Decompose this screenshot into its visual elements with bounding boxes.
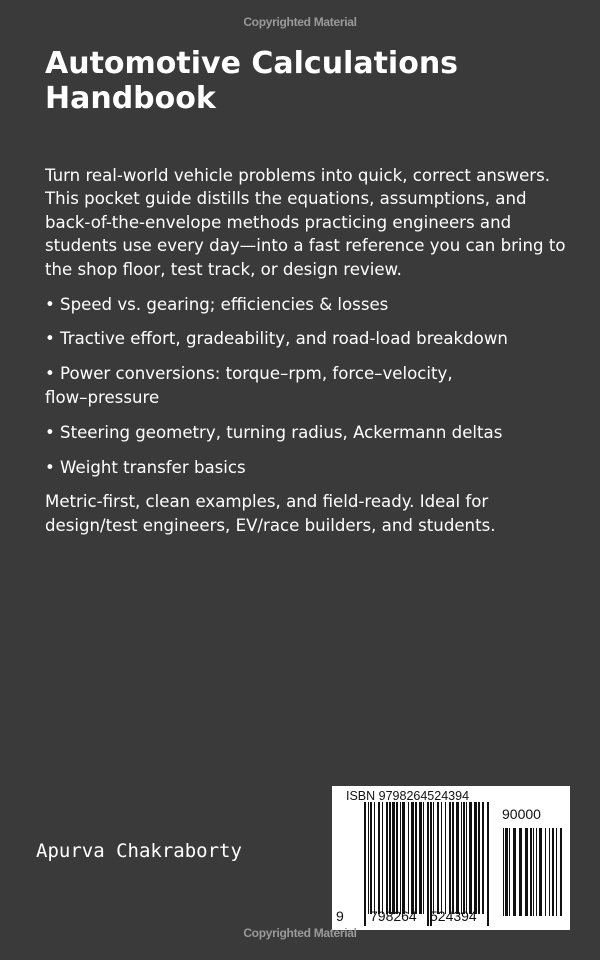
barcode-bar	[552, 828, 554, 916]
barcode-bar	[560, 828, 562, 916]
barcode-bar	[392, 802, 395, 914]
intro-paragraph: Turn real-world vehicle problems into quick, correct answers. This pocket guide distills the equations, assumptions, and back-of-the-envelope methods practicing engineers and students use every day—into a fast reference you can bring to the shop floor, test track, or design review.	[45, 166, 566, 279]
copyright-watermark-top: Copyrighted Material	[243, 15, 357, 29]
barcode-bar	[368, 802, 369, 914]
barcode-bar	[505, 828, 508, 916]
closing-paragraph: Metric-first, clean examples, and field-ready. Ideal for design/test engineers, EV/race builders, and students.	[45, 492, 496, 535]
description	[45, 164, 575, 549]
barcode-digit-first: 9	[336, 908, 344, 924]
isbn-label: ISBN 9798264524394	[346, 789, 470, 803]
barcode-bar	[539, 828, 542, 916]
barcode-bar	[441, 802, 442, 914]
barcode-bar	[509, 828, 510, 916]
barcode-bar	[411, 802, 414, 914]
author-name: Apurva Chakraborty	[36, 840, 242, 862]
bullet-item: • Steering geometry, turning radius, Ackermann deltas	[45, 422, 503, 442]
barcode-bar	[452, 802, 454, 914]
barcode-bar	[415, 802, 417, 914]
barcode-bar	[386, 802, 388, 914]
barcode-bar	[396, 802, 398, 914]
barcode-bar	[463, 802, 465, 914]
barcode-bar	[400, 802, 401, 914]
barcode-bar	[525, 828, 528, 916]
barcode-bar	[437, 802, 439, 914]
barcode-bar	[533, 828, 534, 916]
barcode-bar	[549, 828, 550, 916]
barcode-bar	[370, 802, 372, 914]
bullet-item: • Weight transfer basics	[45, 457, 246, 477]
barcode-bar	[461, 802, 462, 914]
barcode-bar	[556, 828, 557, 916]
barcode-bar	[456, 802, 459, 914]
barcode-bar	[469, 802, 472, 914]
barcode-bar	[433, 802, 434, 914]
barcode-bar	[487, 802, 489, 926]
barcode-bar	[374, 802, 375, 914]
barcode-digits-right: 524394	[430, 908, 477, 924]
barcode-bar	[408, 802, 409, 914]
barcode-bar	[419, 802, 422, 914]
bullet-item: • Power conversions: torque–rpm, force–velocity, flow–pressure	[45, 364, 453, 407]
barcode-bar	[513, 828, 516, 916]
barcode-bar	[519, 828, 522, 916]
title-line-2: Handbook	[45, 81, 216, 116]
barcode-bar	[474, 802, 477, 914]
title-line-1: Automotive Calculations	[45, 46, 459, 81]
bullet-item: • Speed vs. gearing; efficiencies & losses	[45, 294, 389, 314]
barcode-bar	[536, 828, 537, 916]
barcode-bar	[530, 828, 532, 916]
barcode-bar	[445, 802, 446, 914]
barcode-bar	[378, 802, 380, 914]
barcode-bar	[427, 802, 429, 926]
isbn-barcode	[332, 786, 570, 930]
barcode-bar	[364, 802, 366, 926]
barcode-bar	[503, 828, 504, 916]
barcode-bar	[449, 802, 451, 914]
barcode-bar	[482, 802, 484, 914]
barcode-bar	[402, 802, 405, 914]
addon-code: 90000	[502, 806, 541, 822]
book-title	[45, 46, 458, 116]
copyright-watermark-bottom: Copyrighted Material	[243, 926, 357, 940]
bullet-item: • Tractive effort, gradeability, and road-load breakdown	[45, 329, 508, 349]
barcode-bar	[478, 802, 480, 914]
barcode-bar	[466, 802, 467, 914]
barcode-bar	[382, 802, 383, 914]
barcode-bar	[389, 802, 391, 914]
barcode-digits-left: 798264	[370, 908, 417, 924]
barcode-bar	[423, 802, 424, 914]
barcode-bar	[545, 828, 546, 916]
